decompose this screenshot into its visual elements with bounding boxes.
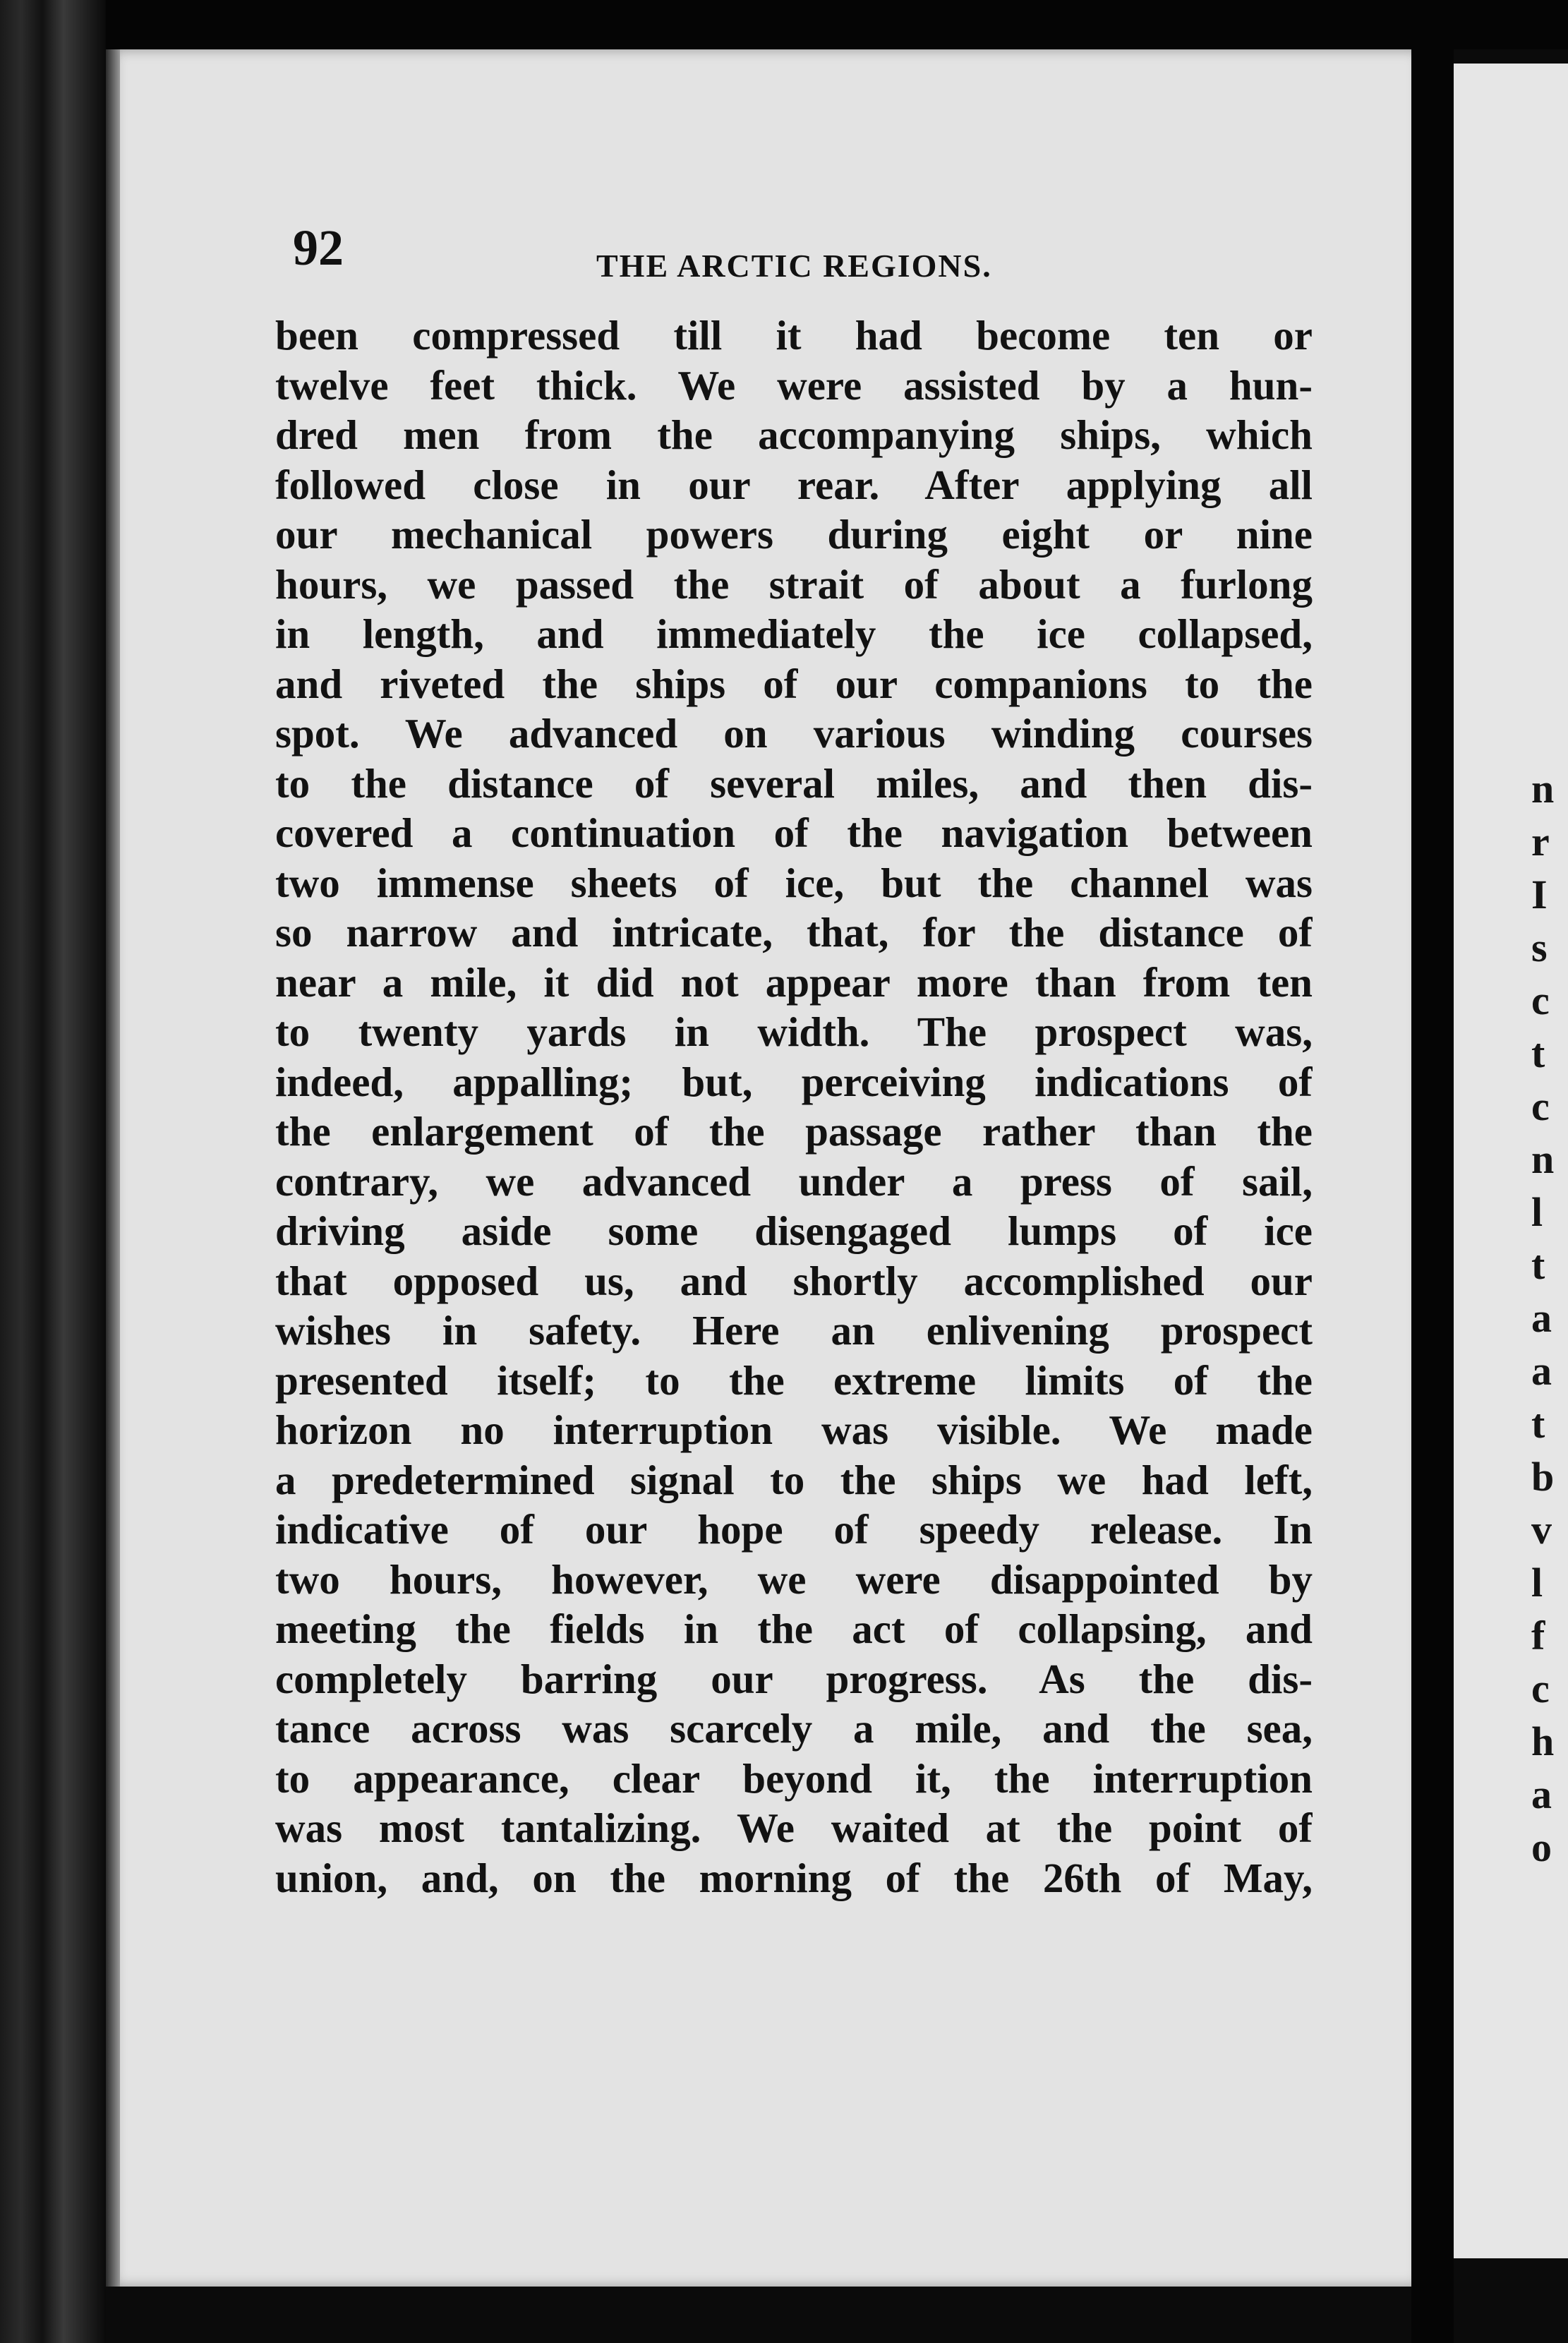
- page-gutter: [1411, 0, 1454, 2343]
- facing-page-letter: l: [1531, 1560, 1543, 1606]
- text-line: contrary, we advanced under a press of sail,: [275, 1157, 1313, 1205]
- text-line: wishes in safety. Here an enlivening prospect: [275, 1307, 1313, 1354]
- text-line: indicative of our hope of speedy release. In: [275, 1506, 1313, 1553]
- text-line: to twenty yards in width. The prospect was,: [275, 1008, 1313, 1055]
- text-line: so narrow and intricate, that, for the distance of: [275, 909, 1313, 956]
- book-spine-edge: [0, 0, 106, 2343]
- text-line: been compressed till it had become ten or: [275, 312, 1313, 359]
- text-line: covered a continuation of the navigation between: [275, 809, 1313, 856]
- text-line: tance across was scarcely a mile, and the sea,: [275, 1705, 1313, 1752]
- facing-page-edge-text: [1531, 762, 1568, 1874]
- text-line: union, and, on the morning of the 26th of May,: [275, 1854, 1313, 1901]
- text-line: in length, and immediately the ice collapsed,: [275, 610, 1313, 657]
- facing-page-letter: h: [1531, 1718, 1555, 1764]
- facing-page-letter: c: [1531, 1083, 1550, 1129]
- text-line: two immense sheets of ice, but the channel was: [275, 859, 1313, 906]
- body-text: [275, 311, 1313, 1903]
- facing-page-letter: c: [1531, 977, 1550, 1023]
- page-inner-shadow: [106, 49, 120, 2287]
- text-line: a predetermined signal to the ships we had left,: [275, 1456, 1313, 1503]
- text-line: presented itself; to the extreme limits of the: [275, 1356, 1313, 1404]
- text-line: horizon no interruption was visible. We made: [275, 1407, 1313, 1453]
- text-line: spot. We advanced on various winding courses: [275, 710, 1313, 757]
- text-line: driving aside some disengaged lumps of ice: [275, 1207, 1313, 1254]
- facing-page-letter: b: [1531, 1454, 1555, 1500]
- facing-page-letter: t: [1531, 1401, 1545, 1447]
- facing-page-letter: a: [1531, 1771, 1552, 1817]
- page-number: 92: [293, 219, 344, 276]
- text-line: followed close in our rear. After applying all: [275, 461, 1313, 508]
- facing-page-letter: v: [1531, 1507, 1552, 1553]
- text-line: was most tantalizing. We waited at the point of: [275, 1805, 1313, 1851]
- facing-page-letter: t: [1531, 1242, 1545, 1288]
- running-title: THE ARCTIC REGIONS.: [596, 248, 992, 284]
- facing-page-letter: n: [1531, 1136, 1555, 1182]
- text-line: dred men from the accompanying ships, which: [275, 411, 1313, 458]
- text-line: meeting the fields in the act of collapsing, and: [275, 1606, 1313, 1652]
- text-line: and riveted the ships of our companions to the: [275, 660, 1313, 707]
- facing-page-letter: I: [1531, 872, 1548, 917]
- text-line: that opposed us, and shortly accomplished our: [275, 1257, 1313, 1304]
- facing-page-letter: s: [1531, 924, 1548, 970]
- text-line: near a mile, it did not appear more than from ten: [275, 958, 1313, 1006]
- text-line: to the distance of several miles, and then dis-: [275, 759, 1313, 807]
- facing-page-letter: l: [1531, 1189, 1543, 1235]
- facing-page-letter: t: [1531, 1030, 1545, 1076]
- scan-top-border: [0, 0, 1568, 49]
- text-line: two hours, however, we were disappointed by: [275, 1555, 1313, 1603]
- facing-page-letter: a: [1531, 1295, 1552, 1341]
- facing-page-letter: o: [1531, 1824, 1552, 1870]
- facing-page-letter: a: [1531, 1348, 1552, 1394]
- text-line: to appearance, clear beyond it, the interruption: [275, 1754, 1313, 1802]
- text-line: our mechanical powers during eight or nine: [275, 511, 1313, 558]
- text-line: the enlargement of the passage rather than the: [275, 1108, 1313, 1155]
- facing-page-letter: n: [1531, 766, 1555, 812]
- text-line: indeed, appalling; but, perceiving indications of: [275, 1058, 1313, 1105]
- facing-page-letter: f: [1531, 1613, 1545, 1658]
- facing-page-letter: c: [1531, 1666, 1550, 1711]
- text-line: twelve feet thick. We were assisted by a hun-: [275, 361, 1313, 409]
- facing-page-letter: r: [1531, 819, 1550, 865]
- text-line: completely barring our progress. As the dis-: [275, 1655, 1313, 1702]
- text-line: hours, we passed the strait of about a furlong: [275, 560, 1313, 608]
